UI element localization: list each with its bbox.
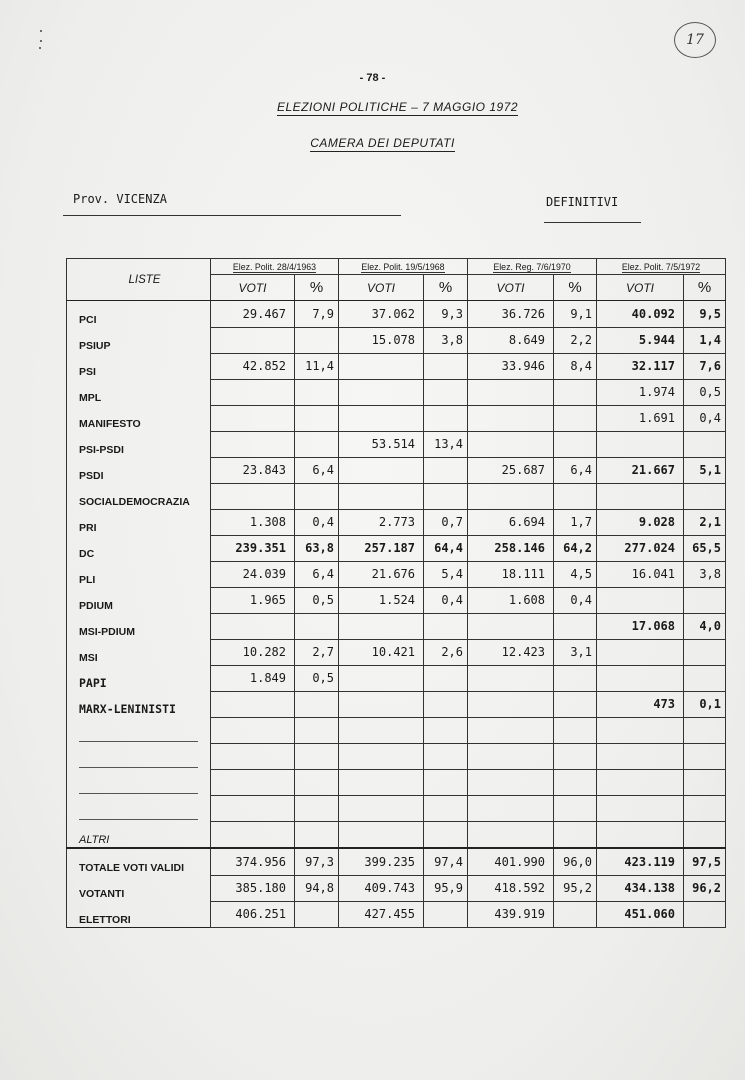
votes-cell: 10.282 (211, 639, 295, 665)
row-label: MSI (67, 639, 211, 665)
percent-cell: 6,4 (295, 457, 339, 483)
percent-cell: 63,8 (295, 535, 339, 561)
row-label: PDIUM (67, 587, 211, 613)
row-label: SOCIALDEMOCRAZIA (67, 483, 211, 509)
votes-cell: 1.849 (211, 665, 295, 691)
percent-cell: 5,4 (424, 561, 468, 587)
votes-cell (468, 821, 554, 848)
votes-cell (339, 483, 424, 509)
votes-cell (339, 353, 424, 379)
percent-cell: 3,8 (424, 327, 468, 353)
percent-cell (684, 639, 726, 665)
table-row (67, 379, 726, 405)
votes-cell (597, 587, 684, 613)
percent-cell: 3,8 (684, 561, 726, 587)
votes-cell (211, 717, 295, 743)
row-label: VOTANTI (67, 875, 211, 901)
votes-cell: 24.039 (211, 561, 295, 587)
votes-cell: 42.852 (211, 353, 295, 379)
percent-cell (295, 379, 339, 405)
table-row (67, 665, 726, 691)
votes-cell: 374.956 (211, 848, 295, 875)
percent-cell (684, 587, 726, 613)
votes-cell (468, 691, 554, 717)
speck (39, 47, 41, 49)
row-label: MSI-PDIUM (67, 613, 211, 639)
percent-cell: 65,5 (684, 535, 726, 561)
percent-cell: 0,4 (554, 587, 597, 613)
votes-cell (597, 795, 684, 821)
election-header-1963: Elez. Polit. 28/4/1963 (211, 259, 339, 275)
row-label: PRI (67, 509, 211, 535)
pct-header: % (554, 275, 597, 301)
percent-cell: 2,1 (684, 509, 726, 535)
row-label: PAPI (67, 665, 211, 691)
percent-cell: 95,9 (424, 875, 468, 901)
percent-cell: 9,3 (424, 301, 468, 328)
percent-cell: 11,4 (295, 353, 339, 379)
percent-cell: 9,1 (554, 301, 597, 328)
votes-cell: 1.965 (211, 587, 295, 613)
percent-cell: 94,8 (295, 875, 339, 901)
votes-cell (597, 431, 684, 457)
votes-cell (339, 665, 424, 691)
percent-cell: 64,2 (554, 535, 597, 561)
votes-cell (597, 717, 684, 743)
votes-cell (339, 613, 424, 639)
percent-cell: 6,4 (295, 561, 339, 587)
table-row (67, 353, 726, 379)
title-text: ELEZIONI POLITICHE – 7 MAGGIO 1972 (276, 100, 519, 114)
blank-line (79, 792, 198, 794)
voti-header: VOTI (597, 275, 684, 301)
percent-cell: 64,4 (424, 535, 468, 561)
table-row (67, 431, 726, 457)
pct-header: % (424, 275, 468, 301)
percent-cell (295, 769, 339, 795)
blank-line (79, 740, 198, 742)
votes-cell: 434.138 (597, 875, 684, 901)
percent-cell (295, 613, 339, 639)
row-label (67, 717, 211, 743)
percent-cell: 3,1 (554, 639, 597, 665)
blank-line (79, 818, 198, 820)
votes-cell (468, 613, 554, 639)
votes-cell (211, 327, 295, 353)
percent-cell (295, 795, 339, 821)
votes-cell (211, 821, 295, 848)
percent-cell: 1,7 (554, 509, 597, 535)
percent-cell (424, 743, 468, 769)
document-subtitle (0, 136, 745, 150)
percent-cell (424, 769, 468, 795)
votes-cell: 258.146 (468, 535, 554, 561)
row-label (67, 795, 211, 821)
votes-cell (211, 691, 295, 717)
votes-cell: 406.251 (211, 901, 295, 928)
row-label: ALTRI (67, 821, 211, 848)
votes-cell (211, 795, 295, 821)
percent-cell (424, 717, 468, 743)
election-header-row (67, 259, 726, 275)
votes-cell: 1.308 (211, 509, 295, 535)
votes-cell: 25.687 (468, 457, 554, 483)
row-label: MPL (67, 379, 211, 405)
percent-cell (424, 353, 468, 379)
percent-cell: 0,1 (684, 691, 726, 717)
percent-cell (554, 379, 597, 405)
percent-cell (424, 795, 468, 821)
votes-cell (339, 717, 424, 743)
table-row (67, 821, 726, 848)
votes-cell: 15.078 (339, 327, 424, 353)
row-label (67, 743, 211, 769)
votes-cell: 1.524 (339, 587, 424, 613)
votes-cell: 21.676 (339, 561, 424, 587)
votes-cell (211, 769, 295, 795)
table-row (67, 301, 726, 328)
percent-cell (684, 717, 726, 743)
percent-cell: 96,2 (684, 875, 726, 901)
percent-cell (424, 405, 468, 431)
pct-header: % (295, 275, 339, 301)
table-row (67, 691, 726, 717)
percent-cell (295, 901, 339, 928)
table-row (67, 561, 726, 587)
table-row (67, 769, 726, 795)
voti-header: VOTI (339, 275, 424, 301)
votes-cell: 8.649 (468, 327, 554, 353)
votes-cell (211, 613, 295, 639)
row-label: PSIUP (67, 327, 211, 353)
table-row (67, 509, 726, 535)
totals-row (67, 901, 726, 928)
percent-cell (554, 795, 597, 821)
percent-cell (424, 457, 468, 483)
table-row (67, 587, 726, 613)
percent-cell: 0,5 (295, 587, 339, 613)
table-row (67, 457, 726, 483)
votes-cell (211, 431, 295, 457)
votes-cell: 2.773 (339, 509, 424, 535)
percent-cell (554, 431, 597, 457)
totals-row (67, 848, 726, 875)
percent-cell: 0,5 (684, 379, 726, 405)
table-row (67, 535, 726, 561)
percent-cell: 1,4 (684, 327, 726, 353)
page-stamp: 17 (674, 22, 716, 58)
election-header-1972: Elez. Polit. 7/5/1972 (597, 259, 726, 275)
percent-cell (554, 691, 597, 717)
percent-cell: 4,0 (684, 613, 726, 639)
votes-cell (597, 821, 684, 848)
percent-cell (424, 901, 468, 928)
row-label: ELETTORI (67, 901, 211, 928)
votes-cell: 409.743 (339, 875, 424, 901)
votes-cell: 21.667 (597, 457, 684, 483)
votes-cell (468, 431, 554, 457)
percent-cell (295, 483, 339, 509)
row-label: PLI (67, 561, 211, 587)
votes-cell: 33.946 (468, 353, 554, 379)
status-label: DEFINITIVI (546, 195, 619, 209)
votes-cell: 16.041 (597, 561, 684, 587)
percent-cell: 13,4 (424, 431, 468, 457)
votes-cell: 32.117 (597, 353, 684, 379)
votes-cell: 6.694 (468, 509, 554, 535)
percent-cell: 96,0 (554, 848, 597, 875)
percent-cell (424, 483, 468, 509)
votes-cell (468, 769, 554, 795)
table-row (67, 405, 726, 431)
votes-cell (468, 717, 554, 743)
percent-cell: 6,4 (554, 457, 597, 483)
votes-cell (597, 483, 684, 509)
speck (40, 30, 42, 32)
votes-cell: 473 (597, 691, 684, 717)
voti-header: VOTI (468, 275, 554, 301)
percent-cell: 4,5 (554, 561, 597, 587)
row-label: MARX-LENINISTI (67, 691, 211, 717)
results-table-body (67, 259, 726, 928)
votes-cell (339, 379, 424, 405)
document-title (0, 100, 745, 114)
percent-cell (554, 405, 597, 431)
percent-cell: 0,4 (295, 509, 339, 535)
percent-cell (684, 743, 726, 769)
totals-row (67, 875, 726, 901)
votes-cell: 36.726 (468, 301, 554, 328)
voti-header: VOTI (211, 275, 295, 301)
votes-cell: 451.060 (597, 901, 684, 928)
percent-cell: 9,5 (684, 301, 726, 328)
percent-cell: 97,4 (424, 848, 468, 875)
percent-cell: 5,1 (684, 457, 726, 483)
percent-cell (424, 665, 468, 691)
blank-line (79, 766, 198, 768)
speck (40, 40, 42, 42)
percent-cell (684, 431, 726, 457)
percent-cell (554, 613, 597, 639)
percent-cell (554, 665, 597, 691)
votes-cell: 418.592 (468, 875, 554, 901)
votes-cell (597, 665, 684, 691)
percent-cell (684, 769, 726, 795)
votes-cell: 40.092 (597, 301, 684, 328)
votes-cell (468, 665, 554, 691)
percent-cell (684, 821, 726, 848)
percent-cell (684, 483, 726, 509)
liste-header: LISTE (67, 259, 211, 301)
row-label: PSDI (67, 457, 211, 483)
votes-cell (468, 795, 554, 821)
status-underline (544, 222, 641, 223)
votes-cell: 401.990 (468, 848, 554, 875)
votes-cell: 29.467 (211, 301, 295, 328)
votes-cell (339, 821, 424, 848)
row-label (67, 769, 211, 795)
percent-cell (554, 717, 597, 743)
table-row (67, 743, 726, 769)
votes-cell: 23.843 (211, 457, 295, 483)
votes-cell: 439.919 (468, 901, 554, 928)
votes-cell: 257.187 (339, 535, 424, 561)
percent-cell (554, 769, 597, 795)
row-label: PSI-PSDI (67, 431, 211, 457)
row-label: PCI (67, 301, 211, 328)
table-row (67, 795, 726, 821)
votes-cell: 37.062 (339, 301, 424, 328)
page-number: - 78 - (359, 72, 386, 84)
province-label: Prov. VICENZA (73, 192, 167, 206)
votes-cell: 5.944 (597, 327, 684, 353)
election-header-1970: Elez. Reg. 7/6/1970 (468, 259, 597, 275)
votes-cell (211, 405, 295, 431)
percent-cell: 2,2 (554, 327, 597, 353)
subtitle-text: CAMERA DEI DEPUTATI (310, 136, 455, 150)
percent-cell: 97,5 (684, 848, 726, 875)
votes-cell: 423.119 (597, 848, 684, 875)
votes-cell (211, 379, 295, 405)
table-row (67, 483, 726, 509)
percent-cell (424, 821, 468, 848)
percent-cell (684, 795, 726, 821)
percent-cell: 97,3 (295, 848, 339, 875)
election-header-1968: Elez. Polit. 19/5/1968 (339, 259, 468, 275)
percent-cell (554, 821, 597, 848)
votes-cell (339, 743, 424, 769)
pct-header: % (684, 275, 726, 301)
table-row (67, 613, 726, 639)
votes-cell (468, 405, 554, 431)
percent-cell (295, 327, 339, 353)
votes-cell: 1.691 (597, 405, 684, 431)
votes-cell (468, 483, 554, 509)
votes-cell: 10.421 (339, 639, 424, 665)
table-row (67, 639, 726, 665)
votes-cell: 427.455 (339, 901, 424, 928)
votes-cell: 53.514 (339, 431, 424, 457)
row-label: PSI (67, 353, 211, 379)
row-label: MANIFESTO (67, 405, 211, 431)
percent-cell: 2,6 (424, 639, 468, 665)
percent-cell: 0,5 (295, 665, 339, 691)
percent-cell (424, 613, 468, 639)
votes-cell: 17.068 (597, 613, 684, 639)
votes-cell (597, 769, 684, 795)
votes-cell: 239.351 (211, 535, 295, 561)
votes-cell (339, 457, 424, 483)
percent-cell (295, 405, 339, 431)
percent-cell: 8,4 (554, 353, 597, 379)
percent-cell (424, 691, 468, 717)
percent-cell (295, 717, 339, 743)
percent-cell (554, 901, 597, 928)
table-row (67, 327, 726, 353)
votes-cell (339, 405, 424, 431)
votes-cell (211, 483, 295, 509)
percent-cell: 7,9 (295, 301, 339, 328)
votes-cell (597, 639, 684, 665)
votes-cell: 399.235 (339, 848, 424, 875)
votes-cell: 18.111 (468, 561, 554, 587)
row-label: DC (67, 535, 211, 561)
percent-cell: 0,4 (424, 587, 468, 613)
percent-cell (684, 901, 726, 928)
votes-cell: 385.180 (211, 875, 295, 901)
province-underline (63, 215, 401, 216)
percent-cell (554, 743, 597, 769)
results-table (66, 258, 726, 928)
percent-cell (295, 691, 339, 717)
votes-cell (339, 769, 424, 795)
percent-cell (295, 821, 339, 848)
votes-cell (468, 379, 554, 405)
percent-cell (295, 431, 339, 457)
percent-cell: 7,6 (684, 353, 726, 379)
percent-cell: 0,4 (684, 405, 726, 431)
row-label: TOTALE VOTI VALIDI (67, 848, 211, 875)
table-row (67, 717, 726, 743)
percent-cell: 95,2 (554, 875, 597, 901)
percent-cell (424, 379, 468, 405)
votes-cell: 1.608 (468, 587, 554, 613)
percent-cell (684, 665, 726, 691)
votes-cell: 9.028 (597, 509, 684, 535)
votes-cell (339, 795, 424, 821)
percent-cell (295, 743, 339, 769)
votes-cell: 1.974 (597, 379, 684, 405)
percent-cell: 2,7 (295, 639, 339, 665)
votes-cell (597, 743, 684, 769)
votes-cell: 277.024 (597, 535, 684, 561)
votes-cell (211, 743, 295, 769)
votes-cell (468, 743, 554, 769)
percent-cell: 0,7 (424, 509, 468, 535)
percent-cell (554, 483, 597, 509)
votes-cell (339, 691, 424, 717)
votes-cell: 12.423 (468, 639, 554, 665)
